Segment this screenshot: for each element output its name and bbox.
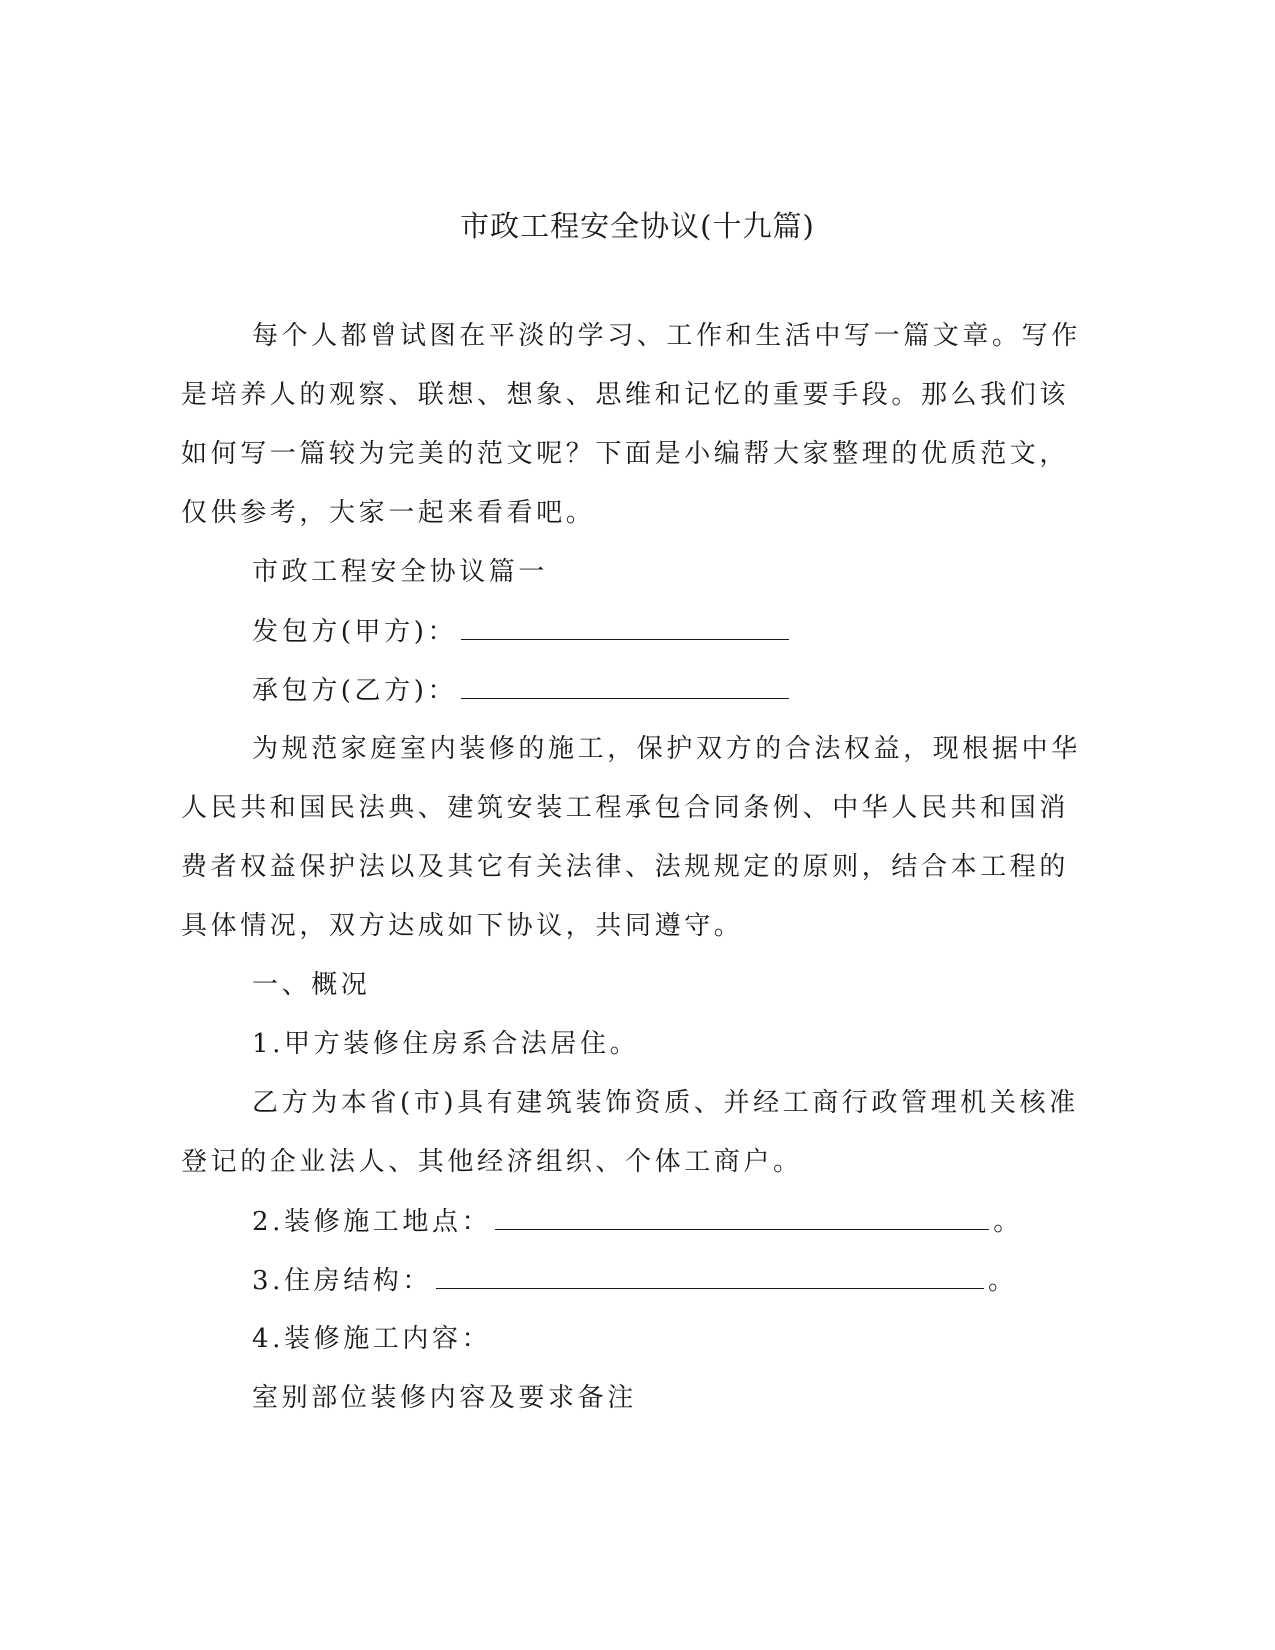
intro-line-3: 如何写一篇较为完美的范文呢？下面是小编帮大家整理的优质范文，: [181, 439, 1070, 469]
item-4: 4.装修施工内容：: [252, 1324, 492, 1354]
item-1b-line-1: 乙方为本省(市)具有建筑装饰资质、并经工商行政管理机关核准: [252, 1088, 1079, 1118]
item-3-label: 3.住房结构：: [252, 1266, 433, 1296]
purpose-line-4: 具体情况，双方达成如下协议，共同遵守。: [181, 911, 744, 941]
purpose-line-2: 人民共和国民法典、建筑安装工程承包合同条例、中华人民共和国消: [181, 793, 1070, 823]
intro-line-1: 每个人都曾试图在平淡的学习、工作和生活中写一篇文章。写作: [252, 321, 1081, 351]
item-2-end: 。: [993, 1207, 1023, 1237]
chapter-one-heading: 一、概况: [252, 970, 371, 1000]
item-2-field: [252, 1203, 1023, 1240]
table-header: 室别部位装修内容及要求备注: [252, 1383, 637, 1413]
item-1b-line-2: 登记的企业法人、其他经济组织、个体工商户。: [181, 1147, 803, 1177]
intro-line-4: 仅供参考，大家一起来看看吧。: [181, 498, 596, 528]
party-a-blank: [461, 613, 789, 640]
party-b-field: [252, 672, 793, 709]
item-2-label: 2.装修施工地点：: [252, 1207, 492, 1237]
purpose-line-1: 为规范家庭室内装修的施工，保护双方的合法权益，现根据中华: [252, 734, 1081, 764]
intro-line-2: 是培养人的观察、联想、想象、思维和记忆的重要手段。那么我们该: [181, 380, 1070, 410]
item-3-field: [252, 1262, 1018, 1299]
party-b-blank: [461, 672, 789, 699]
party-a-label: 发包方(甲方)：: [252, 617, 458, 647]
party-b-label: 承包方(乙方)：: [252, 676, 458, 706]
item-2-blank: [495, 1203, 989, 1230]
item-3-end: 。: [988, 1266, 1018, 1296]
item-1: 1.甲方装修住房系合法居住。: [252, 1029, 640, 1059]
purpose-line-3: 费者权益保护法以及其它有关法律、法规规定的原则，结合本工程的: [181, 852, 1070, 882]
document-title: 市政工程安全协议(十九篇): [460, 209, 815, 243]
section-heading: 市政工程安全协议篇一: [252, 557, 549, 587]
item-3-blank: [436, 1262, 984, 1289]
party-a-field: [252, 613, 793, 650]
